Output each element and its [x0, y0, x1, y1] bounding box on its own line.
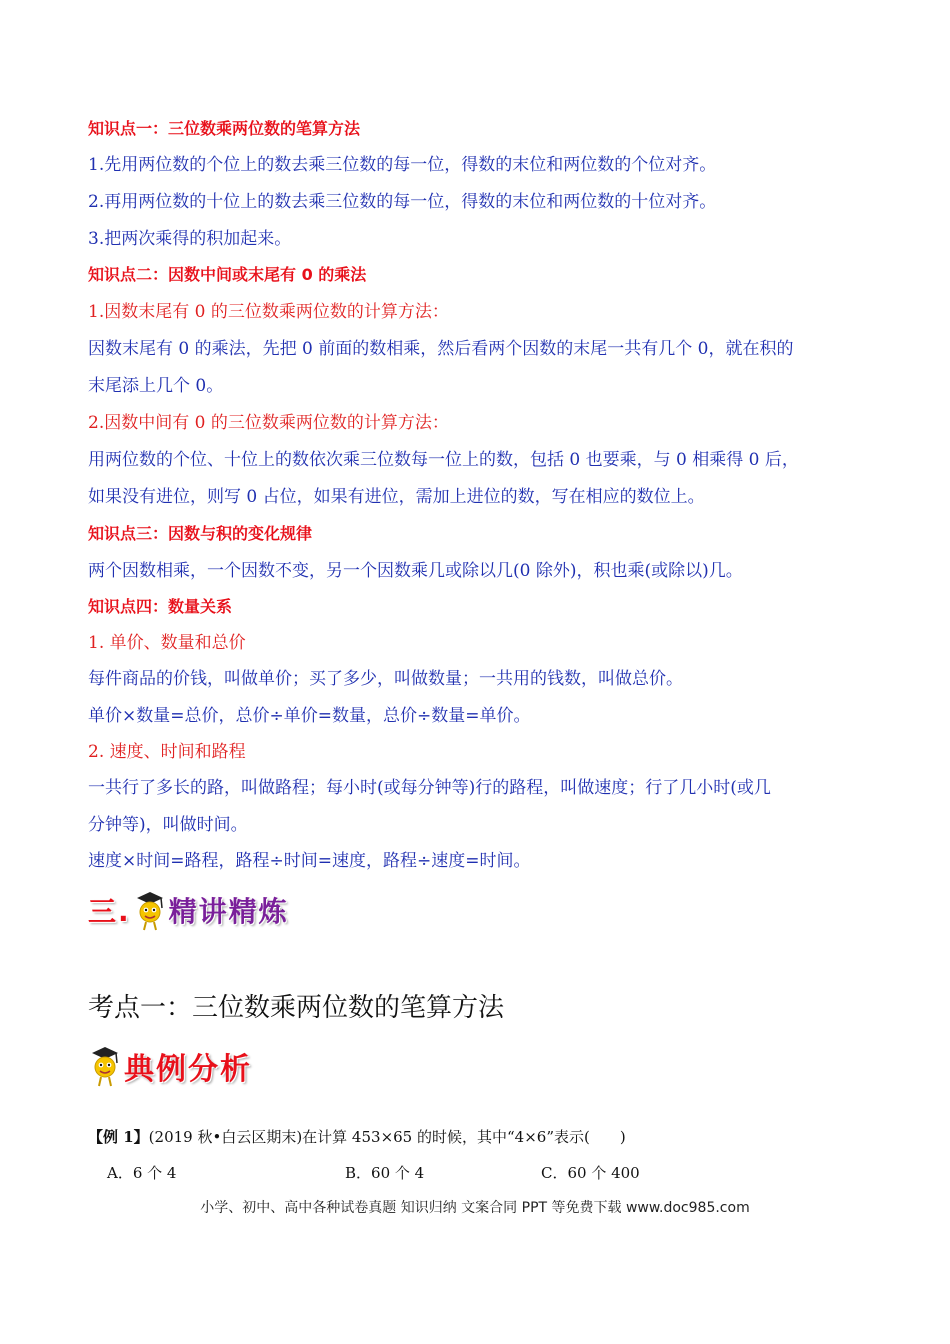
kp4-sub-2-line-1: 一共行了多长的路，叫做路程；每小时(或每分钟等)行的路程，叫做速度；行了几小时(或几	[88, 778, 771, 798]
kp2-title: 知识点二：因数中间或末尾有 0 的乘法	[88, 265, 367, 284]
example-text: (2019 秋•白云区期末)在计算 453×65 的时候，其中“4×6”表示( )	[148, 1128, 626, 1146]
banner-number: 三.	[88, 895, 131, 928]
graduate-mascot-icon	[133, 888, 167, 932]
kp2-sub-1-line-2: 末尾添上几个 0。	[88, 376, 224, 396]
option-a: A．6 个 4	[107, 1164, 177, 1182]
option-c: C．60 个 400	[541, 1164, 640, 1182]
kp1-title: 知识点一：三位数乘两位数的笔算方法	[88, 119, 361, 138]
kp2-sub-1-line-1: 因数末尾有 0 的乘法，先把 0 前面的数相乘，然后看两个因数的末尾一共有几个 0，就在积的	[88, 339, 794, 359]
kp4-sub-2-line-2: 分钟等)，叫做时间。	[88, 815, 248, 835]
kp2-sub-2-line-1: 用两位数的个位、十位上的数依次乘三位数每一位上的数，包括 0 也要乘，与 0 相乘得 0 后，	[88, 450, 799, 470]
example-banner-title: 典例分析	[124, 1052, 252, 1087]
page-footer: 小学、初中、高中各种试卷真题 知识归纳 文案合同 PPT 等免费下载 www.doc985.com	[200, 1200, 750, 1216]
kp1-line-3: 3.把两次乘得的积加起来。	[88, 229, 292, 249]
kp2-sub-2: 2.因数中间有 0 的三位数乘两位数的计算方法：	[88, 413, 449, 433]
example-question	[88, 1126, 626, 1148]
option-b: B．60 个 4	[345, 1164, 425, 1182]
kp4-sub-2: 2. 速度、时间和路程	[88, 742, 246, 762]
kp4-sub-1: 1. 单价、数量和总价	[88, 633, 246, 653]
kp3-title: 知识点三：因数与积的变化规律	[88, 524, 313, 543]
kp2-sub-2-line-2: 如果没有进位，则写 0 占位，如果有进位，需加上进位的数，写在相应的数位上。	[88, 487, 705, 507]
example-label: 【例 1】	[88, 1128, 149, 1146]
section-banner-practice	[88, 884, 289, 936]
kp4-sub-1-line-2: 单价×数量=总价，总价÷单价=数量，总价÷数量=单价。	[88, 706, 531, 726]
kp4-sub-1-line-1: 每件商品的价钱，叫做单价；买了多少，叫做数量；一共用的钱数，叫做总价。	[88, 669, 683, 689]
kp4-sub-2-line-3: 速度×时间=路程，路程÷时间=速度，路程÷速度=时间。	[88, 851, 531, 871]
example-analysis-banner	[88, 1040, 252, 1092]
banner-title: 精讲精炼	[168, 895, 289, 928]
kp4-title: 知识点四：数量关系	[88, 597, 233, 616]
kp1-line-1: 1.先用两位数的个位上的数去乘三位数的每一位，得数的末位和两位数的个位对齐。	[88, 155, 717, 175]
graduate-mascot-icon	[88, 1043, 122, 1089]
section-heading: 考点一：三位数乘两位数的笔算方法	[88, 993, 505, 1023]
kp2-sub-1: 1.因数末尾有 0 的三位数乘两位数的计算方法：	[88, 302, 449, 322]
kp1-line-2: 2.再用两位数的十位上的数去乘三位数的每一位，得数的末位和两位数的十位对齐。	[88, 192, 717, 212]
kp3-line-1: 两个因数相乘，一个因数不变，另一个因数乘几或除以几(0 除外)，积也乘(或除以)几。	[88, 561, 743, 581]
